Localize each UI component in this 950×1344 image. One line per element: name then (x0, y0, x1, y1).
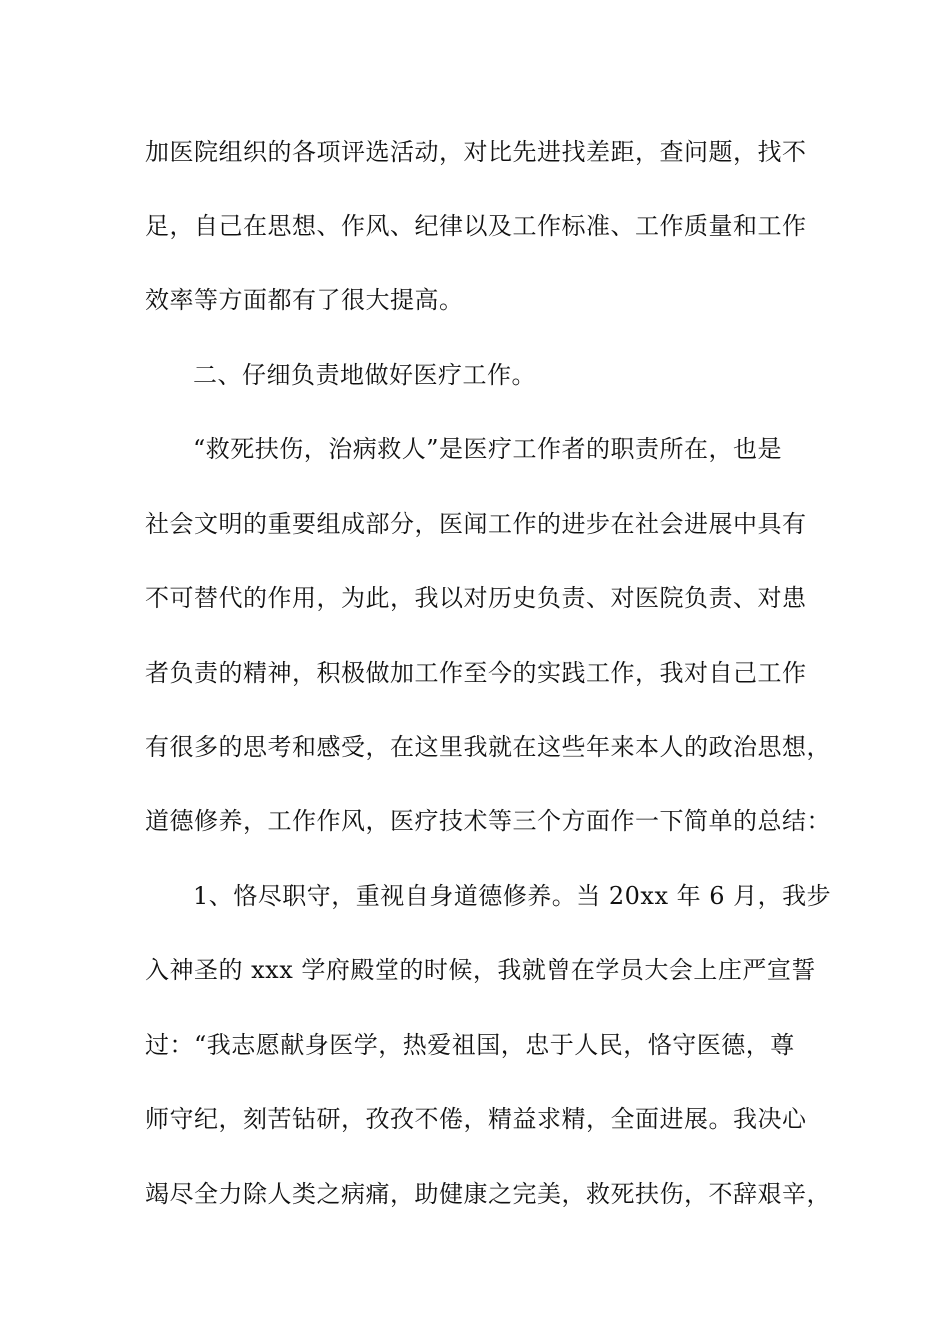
text-line: 者负责的精神，积极做加工作至今的实践工作，我对自己工作 (145, 659, 807, 687)
text-line: 竭尽全力除人类之病痛，助健康之完美，救死扶伤，不辞艰辛， (145, 1180, 831, 1208)
text-line: 师守纪，刻苦钻研，孜孜不倦，精益求精，全面进展。我决心 (145, 1105, 807, 1133)
text-line: 道德修养，工作作风，医疗技术等三个方面作一下简单的总结： (145, 807, 831, 835)
text-line: 加医院组织的各项评选活动，对比先进找差距，查问题，找不 (145, 138, 807, 166)
text-line: 过：“我志愿献身医学，热爱祖国，忠于人民，恪守医德，尊 (145, 1031, 795, 1059)
text-line: 1、恪尽职守，重视自身道德修养。当 20xx 年 6 月，我步 (193, 882, 832, 910)
text-line: 有很多的思考和感受，在这里我就在这些年来本人的政治思想， (145, 733, 831, 761)
text-line: 不可替代的作用，为此，我以对历史负责、对医院负责、对患 (145, 584, 807, 612)
section-heading: 二、仔细负责地做好医疗工作。 (193, 361, 536, 389)
text-line: 足，自己在思想、作风、纪律以及工作标准、工作质量和工作 (145, 212, 807, 240)
text-line: 效率等方面都有了很大提高。 (145, 286, 464, 314)
text-line: 入神圣的 xxx 学府殿堂的时候，我就曾在学员大会上庄严宣誓 (145, 956, 816, 984)
text-line: 社会文明的重要组成部分，医闻工作的进步在社会进展中具有 (145, 510, 807, 538)
text-line: “救死扶伤，治病救人”是医疗工作者的职责所在，也是 (193, 435, 783, 463)
